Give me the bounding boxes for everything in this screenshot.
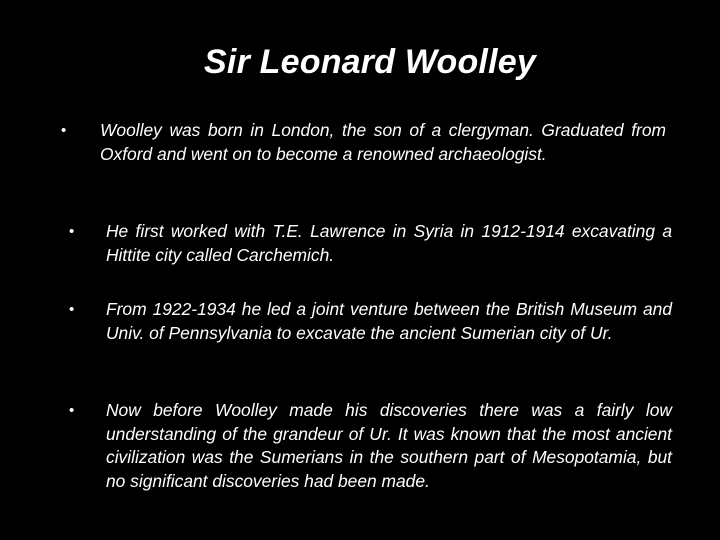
bullet-text-4: Now before Woolley made his discoveries there was a fairly low understanding of the grandeur of Ur. It was known that the most ancient civilization was the Sumerians in the southern part of Mesopotamia, but no significant discoveries had been made. [106,400,672,491]
bullet-marker: • [69,223,75,240]
bullet-text-1: Woolley was born in London, the son of a clergyman. Graduated from Oxford and went on to become a renowned archaeologist. [100,120,666,164]
slide-title: Sir Leonard Woolley [204,43,536,81]
bullet-marker: • [61,122,67,139]
bullet-marker: • [69,402,75,419]
bullet-marker: • [69,301,75,318]
bullet-text-2: He first worked with T.E. Lawrence in Syria in 1912-1914 excavating a Hittite city called Carchemich. [106,221,672,265]
bullet-text-3: From 1922-1934 he led a joint venture between the British Museum and Univ. of Pennsylvania to excavate the ancient Sumerian city of Ur. [106,299,672,343]
